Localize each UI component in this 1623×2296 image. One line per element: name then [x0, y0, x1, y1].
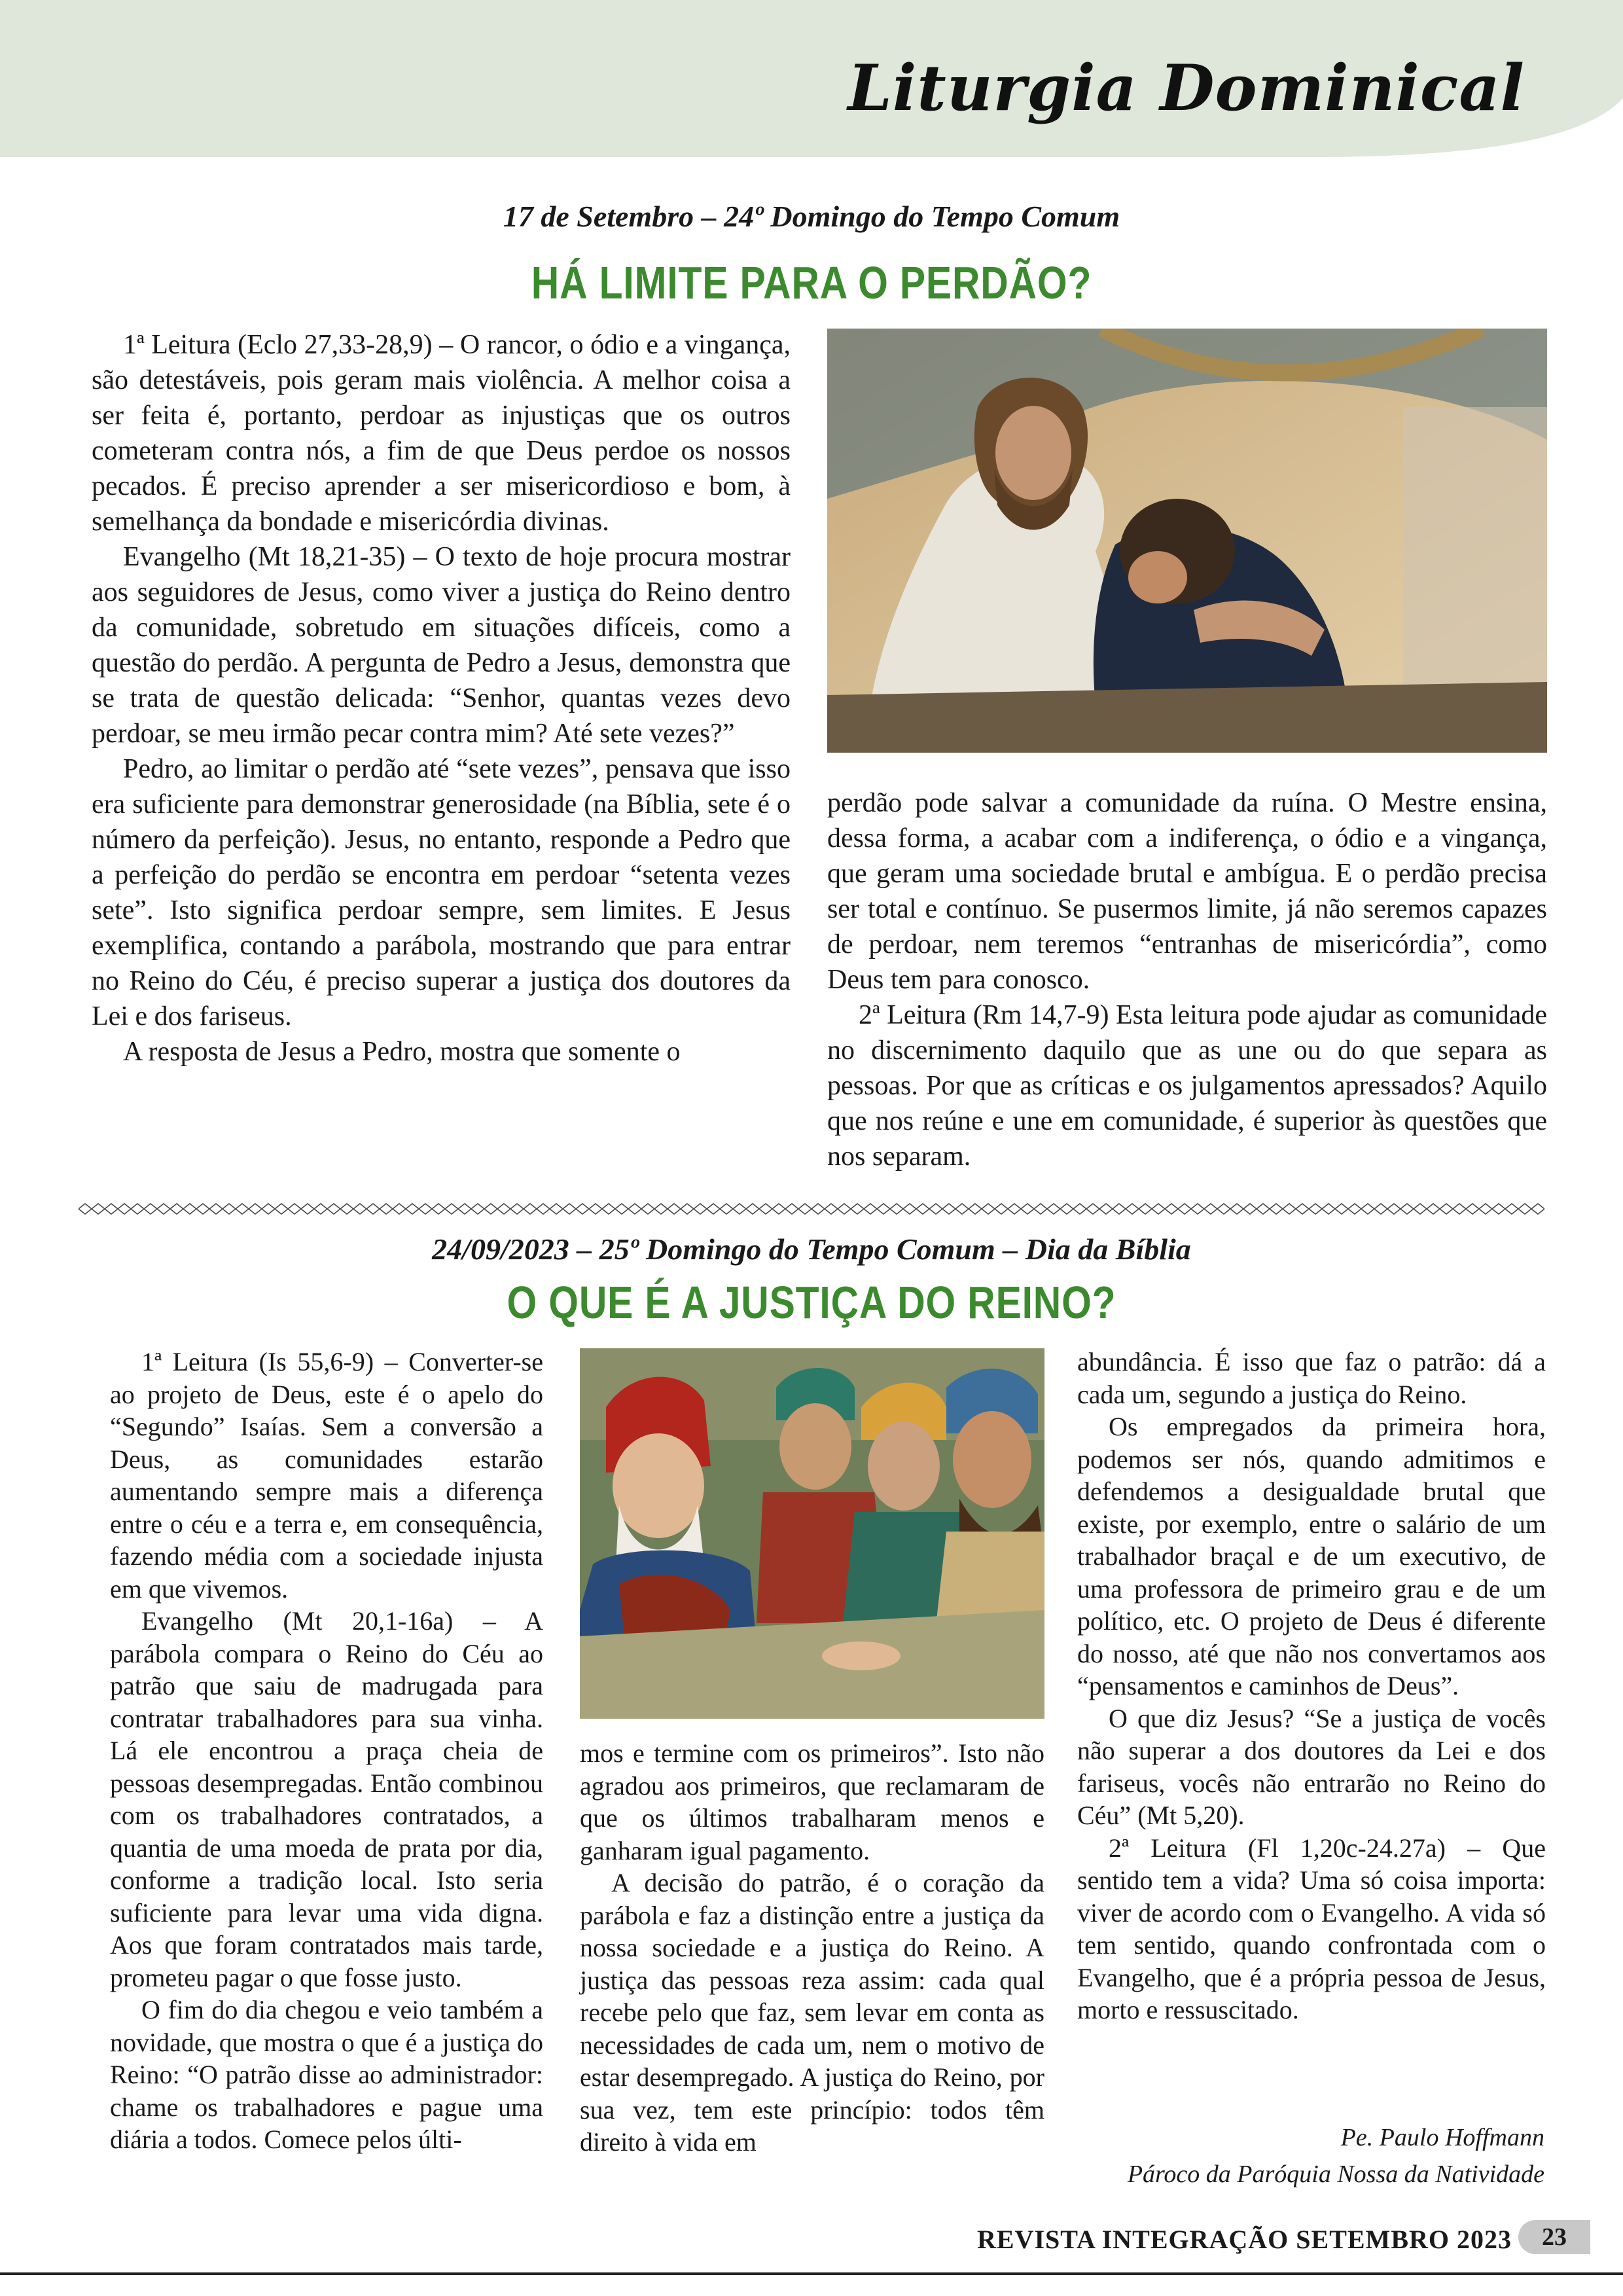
paragraph: O que diz Jesus? “Se a justiça de vocês não superar a dos doutores da Lei e dos fariseus, vocês não entrarão no Reino do Céu” (Mt 5,20).	[1077, 1703, 1546, 1830]
article2-date-line: 24/09/2023 – 25º Domingo do Tempo Comum – Dia da Bíblia	[432, 1232, 1191, 1266]
article1-headline: HÁ LIMITE PARA O PERDÃO?	[531, 257, 1092, 308]
article2-headline: O QUE É A JUSTIÇA DO REINO?	[507, 1277, 1116, 1328]
paragraph: mos e termine com os primeiros”. Isto não agradou aos primeiros, que reclamaram de que os últimos trabalharam menos e ganharam igual pagamento.	[580, 1738, 1044, 1865]
paragraph: perdão pode salvar a comunidade da ruína. O Mestre ensina, dessa forma, a acabar com a indiferença, o ódio e a vingança, que geram uma sociedade brutal e ambígua. E o perdão precisa ser total e contínuo. Se pusermos limite, já não seremos capazes de perdoar, nem teremos “entranhas de misericórdia”, como Deus tem para conosco.	[827, 788, 1547, 995]
paragraph: A resposta de Jesus a Pedro, mostra que somente o	[123, 1037, 681, 1067]
page-number: 23	[1518, 2220, 1590, 2254]
paragraph: Evangelho (Mt 18,21-35) – O texto de hoje procura mostrar aos seguidores de Jesus, como viver a justiça do Reino dentro da comunidade, sobretudo em situações difíceis, como a questão do perdão. A pergunta de Pedro a Jesus, demonstra que se trata de questão delicada: “Senhor, quantas vezes devo perdoar, se meu irmão pecar contra mim? Até sete vezes?”	[92, 542, 791, 749]
paragraph: Evangelho (Mt 20,1-16a) – A parábola compara o Reino do Céu ao patrão que saiu de madrugada para contratar trabalhadores para sua vinha. Lá ele encontrou a praça cheia de pessoas desempregadas. Então combinou com os trabalhadores contratados, a quantia de uma moeda de prata por dia, conforme a tradição local. Isto seria suficiente para levar uma vida digna. Aos que foram contratados mais tarde, prometeu pagar o que fosse justo.	[110, 1606, 543, 1992]
paragraph: abundância. É isso que faz o patrão: dá a cada um, segundo a justiça do Reino.	[1077, 1347, 1546, 1409]
article1-right-column	[827, 785, 1547, 1174]
paragraph: 2ª Leitura (Rm 14,7-9) Esta leitura pode ajudar as comunidade no discernimento daquilo que as une ou do que separa as pessoas. Por que as críticas e os julgamentos apressados? Aquilo que nos reúne e une em comunidade, é superior às questões que nos separam.	[827, 1000, 1547, 1172]
paragraph: Os empregados da primeira hora, podemos ser nós, quando admitimos e defendemos a desigualdade brutal que existe, por exemplo, entre o salário de um trabalhador braçal e de um executivo, de uma professora de primeiro grau e de um político, etc. O projeto de Deus é diferente do nosso, até que não nos convertamos aos “pensamentos e caminhos de Deus”.	[1077, 1412, 1546, 1700]
paragraph: 1ª Leitura (Eclo 27,33-28,9) – O rancor, o ódio e a vingança, são detestáveis, pois geram mais violência. A melhor coisa a ser feita é, portanto, perdoar as injustiças que os outros cometeram contra nós, a fim de que Deus perdoe os nossos pecados. É preciso aprender a ser misericordioso e bom, à semelhança da bondade e misericórdia divinas.	[92, 330, 791, 537]
parable-workers-illustration	[580, 1348, 1044, 1719]
section-divider	[79, 1202, 1544, 1216]
jesus-peter-photo	[827, 329, 1547, 753]
paragraph: A decisão do patrão, é o coração da parábola e faz a distinção entre a justiça da nossa sociedade e a justiça do Reino. A justiça das pessoas reza assim: cada qual recebe pelo que faz, sem levar em conta as necessidades de cada um, nem o motivo de estar desempregado. A justiça do Reino, por sua vez, tem este princípio: todos têm direito à vida em	[580, 1868, 1044, 2157]
article2-right-column	[1077, 1346, 1546, 2026]
author-name: Pe. Paulo Hoffmann	[1340, 2124, 1544, 2151]
paragraph: Pedro, ao limitar o perdão até “sete vezes”, pensava que isso era suficiente para demonstrar generosidade (na Bíblia, sete é o número da perfeição). Jesus, no entanto, responde a Pedro que a perfeição do perdão se encontra em perdoar “setenta vezes sete”. Isto significa perdoar sempre, sem limites. E Jesus exemplifica, contando a parábola, mostrando que para entrar no Reino do Céu, é preciso superar a justiça dos doutores da Lei e dos fariseus.	[92, 754, 791, 1031]
article1-left-column	[92, 327, 791, 1069]
article1-date-line: 17 de Setembro – 24º Domingo do Tempo Comum	[503, 200, 1120, 233]
author-role: Pároco da Paróquia Nossa da Natividade	[1127, 2161, 1544, 2188]
footer-rule	[0, 2272, 1623, 2275]
section-title: Liturgia Dominical	[847, 51, 1525, 125]
article2-left-column	[110, 1346, 543, 2156]
paragraph: 1ª Leitura (Is 55,6-9) – Converter-se ao projeto de Deus, este é o apelo do “Segundo” Isaías. Sem a conversão a Deus, as comunidades estarão aumentando sempre mais a diferença entre o céu e a terra e, em consequência, fazendo média com a sociedade injusta em que vivemos.	[110, 1347, 543, 1604]
paragraph: 2ª Leitura (Fl 1,20c-24.27a) – Que sentido tem a vida? Uma só coisa importa: viver de acordo com o Evangelho. A vida só tem sentido, quando confrontada com o Evangelho, que é a própria pessoa de Jesus, morto e ressuscitado.	[1077, 1833, 1546, 2024]
article2-middle-column	[580, 1737, 1044, 2159]
author-signature	[1128, 2119, 1544, 2193]
magazine-footer: REVISTA INTEGRAÇÃO SETEMBRO 2023	[977, 2225, 1512, 2254]
paragraph: O fim do dia chegou e veio também a novidade, que mostra o que é a justiça do Reino: “O patrão disse ao administrador: chame os trabalhadores e pague uma diária a todos. Comece pelos últi-	[110, 1995, 543, 2154]
